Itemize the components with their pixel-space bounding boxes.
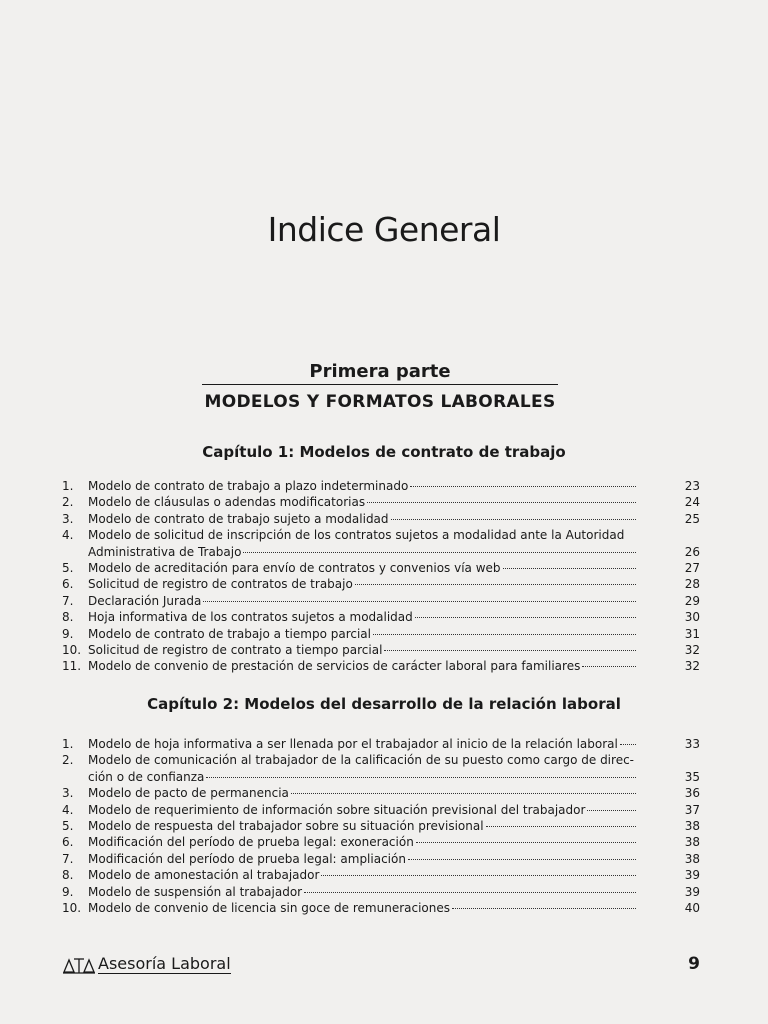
toc-entry bbox=[62, 834, 702, 850]
toc-entry bbox=[62, 900, 702, 916]
toc-entry bbox=[62, 478, 702, 494]
toc-entry-page: 30 bbox=[684, 610, 700, 625]
dot-leader bbox=[373, 634, 636, 635]
dot-leader bbox=[620, 744, 636, 745]
dot-leader bbox=[587, 810, 636, 811]
toc-entry bbox=[62, 626, 702, 642]
toc-entry-number: 3. bbox=[62, 786, 74, 801]
toc-entry-title: Modelo de pacto de permanencia bbox=[88, 786, 289, 801]
toc-entry-page: 23 bbox=[684, 479, 700, 493]
toc-entry bbox=[62, 609, 702, 625]
toc-entry-page: 35 bbox=[684, 769, 700, 784]
part-subtitle: MODELOS Y FORMATOS LABORALES bbox=[204, 392, 556, 412]
dot-leader bbox=[243, 552, 636, 553]
toc-entry-page: 38 bbox=[684, 851, 700, 866]
dot-leader bbox=[321, 875, 636, 876]
toc-entry-title: Modelo de amonestación al trabajador bbox=[88, 868, 320, 883]
toc-entry-title: ción o de confianza bbox=[88, 769, 205, 784]
toc-entry bbox=[62, 527, 702, 560]
toc-entry-page: 31 bbox=[684, 626, 700, 641]
toc-entry bbox=[62, 736, 702, 752]
toc-entry-number: 4. bbox=[62, 528, 74, 543]
toc-entry-page: 24 bbox=[684, 495, 700, 510]
dot-leader bbox=[416, 842, 636, 843]
toc-entry bbox=[62, 785, 702, 801]
toc-entry-title: Solicitud de registro de contratos de trabajo bbox=[88, 577, 353, 592]
dot-leader bbox=[367, 502, 636, 503]
toc-entry-title: Hoja informativa de los contratos sujetos a modalidad bbox=[88, 610, 413, 625]
toc-entry-title: Modelo de contrato de trabajo a plazo indeterminado bbox=[88, 479, 409, 493]
toc-entry bbox=[62, 560, 702, 576]
toc-entry-number: 5. bbox=[62, 819, 74, 834]
toc-entry-page: 32 bbox=[684, 643, 700, 658]
dot-leader bbox=[206, 777, 636, 778]
toc-entry-number: 2. bbox=[62, 753, 74, 768]
toc-entry bbox=[62, 851, 702, 867]
toc-entry-number: 3. bbox=[62, 511, 74, 526]
toc-entry-title: Modelo de requerimiento de información sobre situación previsional del trabajador bbox=[88, 802, 586, 817]
toc-entry-number: 6. bbox=[62, 577, 74, 592]
dot-leader bbox=[291, 793, 636, 794]
toc-entry bbox=[62, 642, 702, 658]
toc-entry-page: 37 bbox=[684, 802, 700, 817]
toc-entry-page: 36 bbox=[684, 786, 700, 801]
chapter-1-toc-list bbox=[62, 478, 702, 675]
toc-entry-number: 4. bbox=[62, 802, 74, 817]
chapter-1-heading: Capítulo 1: Modelos de contrato de trabajo bbox=[202, 443, 566, 461]
toc-entry-title: Modelo de convenio de licencia sin goce de remuneraciones bbox=[88, 901, 451, 916]
chapter-2-heading: Capítulo 2: Modelos del desarrollo de la relación laboral bbox=[147, 695, 621, 713]
toc-entry bbox=[62, 884, 702, 900]
dot-leader bbox=[452, 908, 636, 909]
toc-entry-number: 2. bbox=[62, 495, 74, 510]
toc-entry-title: Modelo de hoja informativa a ser llenada por el trabajador al inicio de la relación laboral bbox=[88, 737, 618, 751]
toc-entry-page: 39 bbox=[684, 884, 700, 899]
dot-leader bbox=[203, 601, 636, 602]
toc-entry bbox=[62, 593, 702, 609]
dot-leader bbox=[486, 826, 636, 827]
toc-entry-number: 6. bbox=[62, 835, 74, 850]
toc-entry-title: Solicitud de registro de contrato a tiempo parcial bbox=[88, 643, 383, 658]
toc-entry-page: 26 bbox=[684, 544, 700, 559]
dot-leader bbox=[304, 892, 636, 893]
toc-entry bbox=[62, 818, 702, 834]
toc-entry bbox=[62, 511, 702, 527]
toc-entry-title: Modelo de solicitud de inscripción de los contratos sujetos a modalidad ante la Autoridad bbox=[88, 528, 625, 543]
toc-entry-page: 32 bbox=[684, 659, 700, 674]
page-title: Indice General bbox=[267, 210, 501, 250]
toc-entry bbox=[62, 867, 702, 883]
toc-entry-title: Modelo de contrato de trabajo sujeto a modalidad bbox=[88, 511, 389, 526]
toc-entry-title: Modelo de convenio de prestación de servicios de carácter laboral para familiares bbox=[88, 659, 581, 674]
toc-entry bbox=[62, 658, 702, 674]
dot-leader bbox=[384, 650, 636, 651]
toc-entry-page: 38 bbox=[684, 835, 700, 850]
toc-entry-page: 40 bbox=[684, 901, 700, 916]
toc-entry-page: 29 bbox=[684, 593, 700, 608]
toc-entry-page: 38 bbox=[684, 819, 700, 834]
dot-leader bbox=[410, 486, 636, 487]
toc-entry-page: 27 bbox=[684, 561, 700, 576]
toc-entry-title: Modelo de comunicación al trabajador de la calificación de su puesto como cargo de direc- bbox=[88, 753, 634, 768]
toc-entry-number: 7. bbox=[62, 851, 74, 866]
footer-brand-text: Asesoría Laboral bbox=[98, 954, 231, 973]
dot-leader bbox=[355, 584, 636, 585]
toc-entry-page: 28 bbox=[684, 577, 700, 592]
toc-entry-number: 11. bbox=[62, 659, 82, 674]
toc-entry-title: Modelo de respuesta del trabajador sobre su situación previsional bbox=[88, 819, 484, 834]
toc-entry-number: 1. bbox=[62, 737, 74, 751]
toc-entry-number: 9. bbox=[62, 626, 74, 641]
chapter-2-toc-list bbox=[62, 736, 702, 916]
toc-entry bbox=[62, 802, 702, 818]
dot-leader bbox=[415, 617, 636, 618]
toc-entry-title: Administrativa de Trabajo bbox=[88, 544, 242, 559]
toc-entry-number: 10. bbox=[62, 901, 82, 916]
toc-entry-number: 5. bbox=[62, 561, 74, 576]
toc-entry-title: Modificación del período de prueba legal: exoneración bbox=[88, 835, 414, 850]
footer-brand bbox=[62, 955, 231, 974]
page-number: 9 bbox=[688, 954, 700, 974]
toc-entry-title: Modelo de suspensión al trabajador bbox=[88, 884, 303, 899]
dot-leader bbox=[391, 519, 636, 520]
toc-entry-number: 1. bbox=[62, 479, 74, 493]
dot-leader bbox=[408, 859, 636, 860]
toc-entry-page: 25 bbox=[684, 511, 700, 526]
toc-entry-title: Declaración Jurada bbox=[88, 593, 202, 608]
toc-entry-page: 33 bbox=[684, 737, 700, 751]
part-divider bbox=[202, 384, 558, 385]
toc-entry-number: 8. bbox=[62, 868, 74, 883]
toc-entry-page: 39 bbox=[684, 868, 700, 883]
toc-entry-title: Modelo de cláusulas o adendas modificatorias bbox=[88, 495, 366, 510]
toc-entry-number: 7. bbox=[62, 593, 74, 608]
part-title: Primera parte bbox=[309, 361, 451, 382]
toc-entry-number: 9. bbox=[62, 884, 74, 899]
toc-entry-title: Modelo de contrato de trabajo a tiempo parcial bbox=[88, 626, 371, 641]
toc-entry-title: Modelo de acreditación para envío de contratos y convenios vía web bbox=[88, 561, 501, 576]
scales-logo-icon bbox=[62, 956, 96, 974]
toc-entry bbox=[62, 494, 702, 510]
toc-entry bbox=[62, 752, 702, 785]
toc-entry bbox=[62, 576, 702, 592]
dot-leader bbox=[582, 666, 636, 667]
toc-entry-number: 8. bbox=[62, 610, 74, 625]
dot-leader bbox=[503, 568, 636, 569]
toc-entry-title: Modificación del período de prueba legal: ampliación bbox=[88, 851, 406, 866]
toc-entry-number: 10. bbox=[62, 643, 82, 658]
